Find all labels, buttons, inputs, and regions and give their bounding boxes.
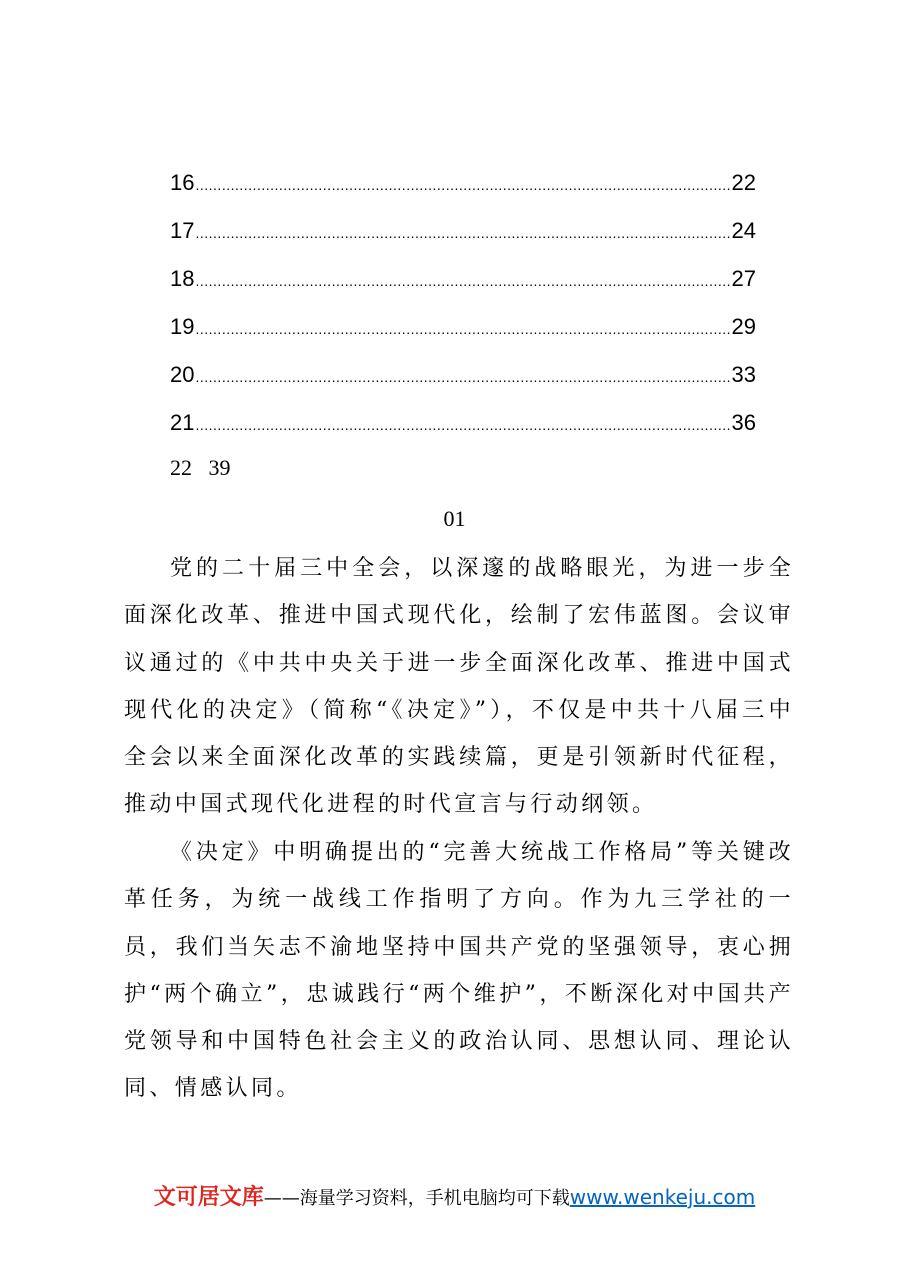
toc-entry-page: 22 [731,170,756,195]
toc-leader-dots [195,360,730,394]
toc-entry[interactable] [170,166,756,214]
toc-entry-number: 16 [170,170,195,195]
toc-entry[interactable] [170,262,756,310]
toc-entry[interactable] [170,310,756,358]
toc-entry-page: 36 [731,410,756,435]
toc-entry-page: 33 [731,362,756,387]
toc-entry-number: 18 [170,266,195,291]
toc-entry-number: 20 [170,362,195,387]
toc-entry-number: 17 [170,218,195,243]
toc-entry-number: 21 [170,410,195,435]
toc-entry-number: 19 [170,314,195,339]
footer-banner [0,1180,909,1211]
toc-leader-dots [195,312,730,346]
footer-brand-name: 文可居文库 [153,1185,264,1210]
toc-leader-dots [195,216,730,250]
toc-entry-page: 27 [731,266,756,291]
toc-leader-dots [195,408,730,442]
body-paragraph: 《决定》中明确提出的“完善大统战工作格局”等关键改革任务，为统一战线工作指明了方向。作为九三学社的一员，我们当矢志不渝地坚持中国共产党的坚强领导，衷心拥护“两个确立”，忠诚践行“两个维护”，不断深化对中国共产党领导和中国特色社会主义的政治认同、思想认同、理论认同、情感认同。 [124,840,794,1102]
toc-leader-dots [195,168,730,202]
toc-entry-page: 24 [731,218,756,243]
toc-leader-dots [195,264,730,298]
toc-entry[interactable] [170,214,756,262]
toc-entry-page: 29 [731,314,756,339]
toc-entry[interactable] [170,406,756,454]
section-number: 01 [443,506,466,531]
table-of-contents [170,166,756,454]
footer-website-link[interactable]: www.wenkeju.com [569,1185,756,1209]
toc-entry-last[interactable]: 22 39 [170,455,231,480]
body-paragraph: 党的二十届三中全会，以深邃的战略眼光，为进一步全面深化改革、推进中国式现代化，绘制了宏伟蓝图。会议审议通过的《中共中央关于进一步全面深化改革、推进中国式现代化的决定》（简称“《决定》”），不仅是中共十八届三中全会以来全面深化改革的实践续篇，更是引领新时代征程，推动中国式现代化进程的时代宣言与行动纲领。 [124,556,794,818]
footer-slogan: ——海量学习资料，手机电脑均可下载 [263,1188,570,1209]
toc-entry[interactable] [170,358,756,406]
